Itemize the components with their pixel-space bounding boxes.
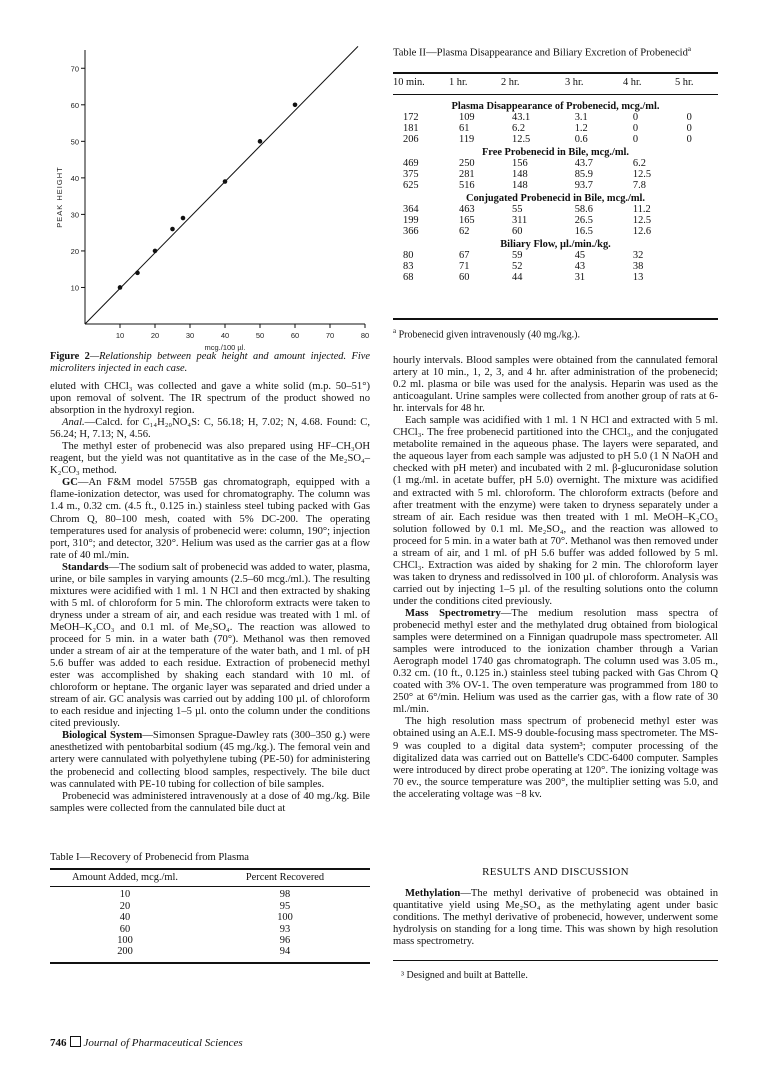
table2-cell: 625 bbox=[403, 180, 419, 191]
data-point bbox=[118, 285, 123, 290]
table2-cell: 55 bbox=[512, 204, 523, 215]
table2-cell: 59 bbox=[512, 250, 523, 261]
paragraph-methylation bbox=[393, 888, 718, 948]
table2-cell: 6.2 bbox=[632, 158, 646, 169]
table1 bbox=[50, 872, 370, 958]
x-tick-label: 40 bbox=[220, 331, 230, 340]
table2-cell: 1.2 bbox=[574, 123, 588, 134]
table2-cell: 62 bbox=[459, 226, 470, 237]
paragraph: hourly intervals. Blood samples were obtained from the cannulated femoral artery at 10 min., 1, 2, 3, and 4 hr. after administration of the probenecid; 0.2 ml. plasma or bile was used for the analysis. Heparin was used as the anticoagulant. Urine samples were collected from another group of rats at 6-hr. intervals for 48 hr. bbox=[393, 355, 718, 415]
lead-methylation: Methylation bbox=[405, 888, 461, 899]
figure-2-chart bbox=[50, 44, 370, 364]
journal-name: Journal of Pharmaceutical Sciences bbox=[83, 1037, 243, 1049]
table2-section-label: Free Probenecid in Bile, mcg./ml. bbox=[481, 147, 630, 158]
table1-cell: 100 bbox=[277, 912, 293, 924]
y-tick-label: 70 bbox=[70, 64, 79, 74]
table2-cell: 206 bbox=[403, 134, 419, 145]
paragraph: eluted with CHCl₃ was collected and gave a white solid (m.p. 50–51°) upon removal of solvent. The IR spectrum of the product showed no absorption in the hydroxyl region. bbox=[50, 381, 370, 417]
lead-standards: Standards bbox=[62, 561, 109, 573]
paragraph-gc bbox=[50, 477, 370, 561]
table2-cell: 12.5 bbox=[512, 134, 531, 145]
paragraph: Each sample was acidified with 1 ml. 1 N HCl and extracted with 5 ml. CHCl₃. The free probenecid partitioned into the CHCl₃, and the conjugated metabolite remained in the aqueous phase. The layers were separated, and the aqueous layer from each sample was adjusted to pH 5.0 (1 N NaOH and checked with pH meter) and incubated with 2 ml. β-glucuronidase solution (1 mg./ml. in acetate buffer, pH 5.0) overnight. The mixture was acidified and extracted with 5 ml. chloroform. The chloroform extracts (before and after treatment with the enzyme) were taken to dryness separately under a stream of air. Each residue was then treated with 1 ml. MeOH–K₂CO₃ solution followed by 0.1 ml. Me₂SO₄, and the reaction was allowed to proceed for 5 min. in a water bath at 70°. Methanol was then removed under a stream of air, and 1 ml. of pH 5.6 buffer was added followed by 5 ml. CHCl₃. Extraction was aided by shaking for 2 min. The chloroform layer was taken to dryness and redissolved in 100 µl. of chloroform. Analysis was carried out by injecting 1–5 µl. of the resulting solutions onto the column under the conditions cited previously. bbox=[393, 415, 718, 607]
table1-row bbox=[50, 946, 370, 957]
regression-line bbox=[85, 46, 358, 324]
x-tick-label: 50 bbox=[255, 331, 265, 340]
data-point bbox=[170, 227, 175, 232]
x-tick-label: 30 bbox=[185, 331, 195, 340]
table2-title-mark: a bbox=[687, 45, 692, 53]
data-point bbox=[135, 271, 140, 276]
table1-cell: 60 bbox=[119, 923, 131, 935]
table2-cell: 250 bbox=[459, 158, 475, 169]
x-tick-label: 70 bbox=[325, 331, 335, 340]
table2-cell: 172 bbox=[403, 112, 419, 123]
table1-cell: 100 bbox=[117, 935, 133, 947]
table2-cell: 3.1 bbox=[574, 112, 588, 123]
table2-cell: 80 bbox=[403, 250, 414, 261]
data-point bbox=[258, 139, 263, 144]
figure-caption-label: Figure 2 bbox=[50, 351, 90, 362]
table1-row bbox=[50, 924, 370, 935]
table1-rule-bottom bbox=[50, 962, 370, 964]
table2-cell: 516 bbox=[459, 180, 475, 191]
table1-cell: 20 bbox=[119, 900, 131, 912]
paragraph: The methyl ester of probenecid was also prepared using HF–CH₃OH reagent, but the yield was not quantitative as in the case of the Me₂SO₄–K₂CO₃ method. bbox=[50, 441, 370, 477]
table2-cell: 58.6 bbox=[574, 204, 593, 215]
table2-cell: 0 bbox=[632, 112, 639, 123]
data-point bbox=[153, 249, 158, 254]
lead-gc: GC bbox=[62, 477, 78, 489]
table1-rule-header bbox=[50, 886, 370, 887]
table2-cell: 165 bbox=[459, 215, 475, 226]
paragraph-text: —The methyl derivative of probenecid was obtained in quantitative yield using Me₂SO₄ as the methylating agent under basic conditions. The methyl derivative of probenecid, however, underwent some hydrolysis on standing for a long time. This was shown by high resolution mass spectrometry. bbox=[393, 888, 718, 948]
table2-cell: 119 bbox=[459, 134, 475, 145]
page-footnote: ³ Designed and built at Battelle. bbox=[401, 970, 528, 981]
table2-body bbox=[393, 99, 718, 283]
right-column-results bbox=[393, 888, 718, 948]
table2-cell: 60 bbox=[459, 272, 470, 283]
table2-cell: 0 bbox=[686, 112, 692, 123]
table2-cell: 148 bbox=[512, 169, 528, 180]
table2-row bbox=[393, 169, 718, 180]
table2-cell: 43.7 bbox=[574, 158, 593, 169]
paragraph-text: —Calcd. for C₁₄H₂₀NO₄S: C, 56.18; H, 7.02; N, 4.68. Found: C, 56.24; H, 7.13; N, 4.56. bbox=[50, 417, 370, 441]
y-tick-label: 20 bbox=[70, 246, 79, 256]
table2-cell: 12.5 bbox=[632, 169, 652, 180]
y-tick-label: 50 bbox=[70, 137, 79, 147]
table2-section-row bbox=[393, 191, 718, 204]
table2-cell: 181 bbox=[403, 123, 419, 134]
table2-cell: 85.9 bbox=[574, 169, 593, 180]
x-tick-label: 20 bbox=[150, 331, 160, 340]
table2-cell: 11.2 bbox=[632, 204, 651, 215]
table2-cell: 366 bbox=[403, 226, 419, 237]
table2-cell: 375 bbox=[403, 169, 419, 180]
table2-header-10min: 10 min. bbox=[393, 77, 425, 88]
table1-row bbox=[50, 935, 370, 946]
section-heading-results: RESULTS AND DISCUSSION bbox=[482, 866, 629, 878]
table2-cell: 364 bbox=[403, 204, 419, 215]
table2-rule-top bbox=[393, 72, 718, 74]
table2-footnote bbox=[393, 327, 580, 340]
table2-cell: 52 bbox=[512, 261, 523, 272]
lead-anal: Anal. bbox=[62, 417, 85, 429]
table2-cell: 32 bbox=[632, 250, 644, 261]
table2-footnote-mark: a bbox=[393, 327, 397, 335]
table2-cell: 0 bbox=[632, 123, 639, 134]
right-column-text bbox=[393, 355, 718, 801]
table2-cell: 156 bbox=[512, 158, 528, 169]
y-tick-label: 60 bbox=[70, 100, 79, 110]
table1-cell: 93 bbox=[279, 923, 291, 935]
table1-cell: 98 bbox=[279, 889, 291, 901]
table2-row bbox=[393, 261, 718, 272]
data-point bbox=[223, 179, 228, 184]
chart-svg bbox=[50, 44, 370, 364]
table2-cell: 68 bbox=[403, 272, 414, 283]
paragraph: Probenecid was administered intravenously at a dose of 40 mg./kg. Bile samples were collected from the cannulated bile duct at bbox=[50, 790, 370, 814]
table2-cell: 281 bbox=[459, 169, 475, 180]
table2-cell: 12.6 bbox=[632, 226, 652, 237]
table2-section-row bbox=[393, 237, 718, 250]
table2-cell: 38 bbox=[632, 261, 644, 272]
data-point bbox=[181, 216, 186, 221]
table2-cell: 12.5 bbox=[632, 215, 652, 226]
page-number: 746 bbox=[50, 1037, 67, 1049]
table1-title: Table I—Recovery of Probenecid from Plasma bbox=[50, 852, 250, 863]
paragraph: The high resolution mass spectrum of probenecid methyl ester was obtained using an A.E.I. MS-9 double-focusing mass spectrometer. The MS-9 was coupled to a digital data system³; computer processing of the digitalized data was carried out on Battelle's CDC-6400 computer. Samples were introduced by direct probe operating at 120°. The ionizing voltage was 70 ev., the source temperature was 200°, the multiplier setting was 5.0, and the accelerating voltage was −8 kv. bbox=[393, 716, 718, 800]
paragraph-text: —The sodium salt of probenecid was added to water, plasma, urine, or bile samples in varying amounts (2.5–60 mcg./ml.). The resulting mixtures were acidified with 1 ml. 1 N HCl and then extracted by shaking with 5 ml. of chloroform for 5 min. The chloroform extracts were taken to dryness under a stream of air, and each residue was treated with 1 ml. of MeOH–K₂CO₃ and 0.1 ml. of Me₂SO₄. The reaction was allowed to proceed for 5 min. in a water bath (70°). Methanol was then removed under a stream of air at the temperature of the water bath, and 1 ml. of pH 5.6 buffer was added to each residue. Extraction of probenecid methyl ester was accomplished by shaking each standard with 10 ml. of chloroform or heptane. The organic layer was separated and dried under a stream of air. GC analysis was carried out by adding 100 µl. of chloroform to each residue and injecting 1–5 µl. onto the column under the conditions cited previously. bbox=[50, 561, 370, 730]
y-axis-label: PEAK HEIGHT bbox=[55, 166, 64, 228]
table1-row bbox=[50, 912, 370, 923]
table1-rule-top bbox=[50, 868, 370, 870]
paragraph-mass-spectrometry bbox=[393, 608, 718, 716]
table2-cell: 43 bbox=[574, 261, 586, 272]
paragraph-analysis bbox=[50, 417, 370, 441]
table2-header-5hr: 5 hr. bbox=[675, 77, 694, 88]
table1-cell: 95 bbox=[279, 900, 291, 912]
table2-cell: 0 bbox=[686, 123, 692, 134]
table2-cell: 6.2 bbox=[512, 123, 526, 134]
table2-rule-header bbox=[393, 94, 718, 95]
table2-cell: 7.8 bbox=[632, 180, 646, 191]
table2-cell: 0 bbox=[632, 134, 639, 145]
paragraph-text: —Simonsen Sprague-Dawley rats (300–350 g.) were anesthetized with pentobarbital sodium (45 mg./kg.). The femoral vein and artery were cannulated with polyethylene tubing (PE-50) for administering the probenecid and collecting blood samples, respectively. The bile duct was cannulated with PE-10 tubing for collection of bile samples. bbox=[50, 730, 370, 790]
table2-section-label: Conjugated Probenecid in Bile, mcg./ml. bbox=[465, 193, 646, 204]
x-axis-label: mcg./100 µl. bbox=[204, 343, 246, 352]
table2-cell: 93.7 bbox=[574, 180, 593, 191]
table1-cell: 96 bbox=[279, 935, 291, 947]
table2-row bbox=[393, 272, 718, 283]
table2-header-2hr: 2 hr. bbox=[501, 77, 520, 88]
table2-row bbox=[393, 134, 718, 145]
y-tick-label: 40 bbox=[70, 173, 79, 183]
table1-header-amount: Amount Added, mcg./ml. bbox=[72, 872, 178, 883]
paragraph-text: —An F&M model 5755B gas chromatograph, equipped with a flame-ionization detector, was used for chromatography. The column was 1.4 m., 0.32 cm. (4.5 ft., 0.125 in.) stainless steel tubing packed with Gas Chrom Q, 80–100 mesh, coated with 5% DC-200. The operating temperatures used for analysis of probenecid were: column, 190°; injection port, 310°; and detector, 320°. Helium was used as the carrier gas at a flow rate of 40 ml./min. bbox=[50, 477, 370, 561]
table2-row bbox=[393, 112, 718, 123]
figure-caption-text: —Relationship between peak height and amount injected. Five microliters injected in each case. bbox=[50, 351, 370, 374]
table2-cell: 199 bbox=[403, 215, 419, 226]
page-footer bbox=[50, 1036, 243, 1049]
paragraph-text: —The medium resolution mass spectra of probenecid methyl ester and the methylated drug obtained from biological samples were determined on a Finnigan quadrupole mass spectrometer. All samples were introduced to the ionization chamber through a Varian Aerograph model 1740 gas chromatograph. The column used was 3.05 m., 0.32 cm. (10 ft., 0.125 in.) stainless steel tubing packed with Gas Chrom Q coated with 3% OV-1. The oven temperature was programmed from 180 to 250° at 6°/min. Helium was used as the carrier gas, with a flow rate of 30 ml./min. bbox=[393, 607, 719, 716]
footnote-rule bbox=[393, 960, 718, 961]
table2-row bbox=[393, 204, 718, 215]
table2-cell: 148 bbox=[512, 180, 528, 191]
table2-title-text: Table II—Plasma Disappearance and Biliary Excretion of Probenecid bbox=[393, 47, 688, 59]
figure-caption bbox=[50, 351, 370, 375]
table1-cell: 200 bbox=[117, 946, 133, 958]
table2-header-1hr: 1 hr. bbox=[449, 77, 468, 88]
lead-biological-system: Biological System bbox=[62, 730, 143, 742]
table2-cell: 60 bbox=[512, 226, 523, 237]
table2-cell: 67 bbox=[459, 250, 470, 261]
table2-footnote-text: Probenecid given intravenously (40 mg./kg.). bbox=[398, 329, 580, 341]
table2-cell: 13 bbox=[632, 272, 644, 283]
table1-header-percent: Percent Recovered bbox=[245, 872, 325, 883]
x-tick-label: 10 bbox=[115, 331, 125, 340]
table2-cell: 16.5 bbox=[574, 226, 593, 237]
table2-header bbox=[393, 77, 718, 88]
table2-row bbox=[393, 250, 718, 261]
table2-header-4hr: 4 hr. bbox=[623, 77, 642, 88]
paragraph-standards bbox=[50, 562, 370, 731]
table1-cell: 94 bbox=[279, 946, 291, 958]
table2-section-row bbox=[393, 145, 718, 158]
table2-cell: 83 bbox=[403, 261, 414, 272]
table2-section-label: Biliary Flow, µl./min./kg. bbox=[500, 239, 611, 250]
y-tick-label: 30 bbox=[70, 210, 79, 220]
table2-cell: 71 bbox=[459, 261, 470, 272]
table2-cell: 469 bbox=[403, 158, 419, 169]
table2-cell: 463 bbox=[459, 204, 475, 215]
table1-row bbox=[50, 901, 370, 912]
table2-section-label: Plasma Disappearance of Probenecid, mcg./ml. bbox=[451, 101, 660, 112]
table2-row bbox=[393, 226, 718, 237]
table2-section-row bbox=[393, 99, 718, 112]
data-point bbox=[293, 103, 298, 108]
table2-cell: 0.6 bbox=[574, 134, 588, 145]
lead-mass-spectrometry: Mass Spectrometry bbox=[405, 607, 501, 619]
y-tick-label: 10 bbox=[70, 283, 79, 293]
table2-title bbox=[393, 43, 718, 60]
table2-cell: 26.5 bbox=[574, 215, 593, 226]
table2-cell: 109 bbox=[459, 112, 475, 123]
paragraph-biological-system bbox=[50, 730, 370, 790]
table2-row bbox=[393, 215, 718, 226]
x-tick-label: 60 bbox=[290, 331, 300, 340]
table2-row bbox=[393, 123, 718, 134]
left-column-text bbox=[50, 381, 370, 815]
table1-cell: 10 bbox=[119, 889, 131, 901]
table2-cell: 311 bbox=[512, 215, 528, 226]
x-tick-label: 80 bbox=[360, 331, 370, 340]
table2-cell: 61 bbox=[459, 123, 470, 134]
square-icon bbox=[70, 1036, 81, 1047]
table2-cell: 44 bbox=[512, 272, 523, 283]
table2-row bbox=[393, 180, 718, 191]
table1-cell: 40 bbox=[119, 912, 131, 924]
table2-cell: 43.1 bbox=[512, 112, 531, 123]
table2-row bbox=[393, 158, 718, 169]
table2-header-3hr: 3 hr. bbox=[565, 77, 584, 88]
table2-cell: 45 bbox=[574, 250, 586, 261]
table2-rule-bottom bbox=[393, 318, 718, 320]
table2-cell: 31 bbox=[574, 272, 586, 283]
table2-cell: 0 bbox=[686, 134, 692, 145]
table1-body bbox=[50, 883, 370, 957]
